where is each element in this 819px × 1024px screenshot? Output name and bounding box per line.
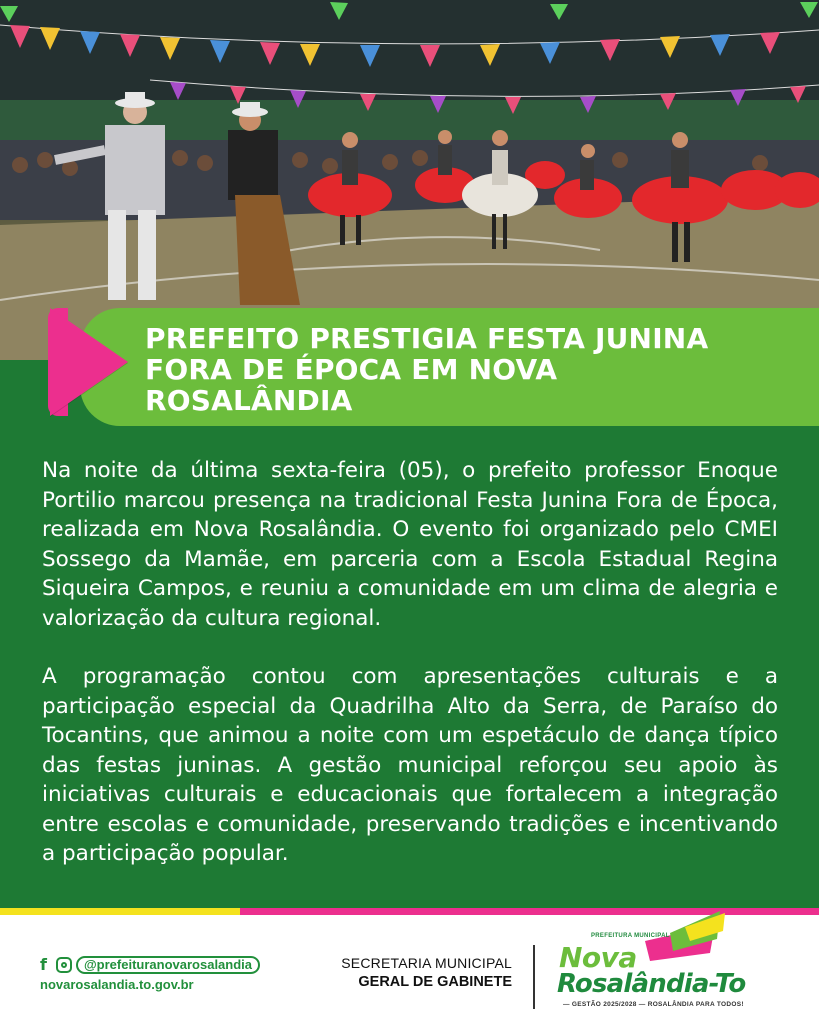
article-paragraph-1: Na noite da última sexta-feira (05), o prefeito professor Enoque Portilio marcou presença na tradicional Festa Junina Fora de Época, realizada em Nova Rosalândia. O evento foi organizado pelo CMEI Sossego da Mamãe, em parceria com a Escola Estadual Regina Siqueira Campos, e reuniu a comunidade em um clima de alegria e valorização da cultura regional. — [42, 458, 778, 631]
nova-rosalandia-logo — [555, 903, 785, 1021]
yellow-stripe — [0, 908, 240, 915]
logo-tagline: — GESTÃO 2025/2028 — ROSALÂNDIA PARA TODOS! — [563, 1001, 744, 1008]
website-link[interactable]: novarosalandia.to.gov.br — [40, 977, 194, 992]
event-photo-illustration — [0, 0, 819, 360]
social-handle[interactable]: @prefeituranovarosalandia — [76, 956, 260, 974]
secretaria-block — [332, 955, 512, 990]
secretaria-line-2: GERAL DE GABINETE — [358, 974, 512, 990]
article-paragraph-2: A programação contou com apresentações culturais e a participação especial da Quadrilha Alto da Serra, de Paraíso do Tocantins, que animou a noite com um espetáculo de dança típico das festas juninas. A gestão municipal reforçou seu apoio às iniciativas culturais e educacionais que fortalecem a integração entre escolas e comunidade, preservando tradições e incentivando a participação popular. — [42, 664, 778, 866]
play-arrow-icon — [50, 308, 128, 416]
logo-prefeitura-label: PREFEITURA MUNICIPAL — [591, 933, 670, 939]
headline-line-3: ROSALÂNDIA — [145, 384, 353, 417]
article-body — [42, 456, 778, 869]
secretaria-line-1: SECRETARIA MUNICIPAL — [341, 955, 512, 971]
headline — [145, 323, 785, 416]
logo-rosalandia-text: Rosalândia-To — [557, 969, 746, 999]
footer-divider — [533, 945, 535, 1009]
facebook-icon[interactable]: f — [40, 955, 47, 974]
logo-nova-text: Nova — [559, 941, 637, 974]
social-links — [40, 955, 260, 974]
headline-line-1: PREFEITO PRESTIGIA FESTA JUNINA — [145, 322, 709, 355]
event-photo — [0, 0, 819, 360]
footer — [0, 915, 819, 1024]
instagram-icon[interactable] — [56, 957, 72, 973]
headline-line-2: FORA DE ÉPOCA EM NOVA — [145, 353, 558, 386]
